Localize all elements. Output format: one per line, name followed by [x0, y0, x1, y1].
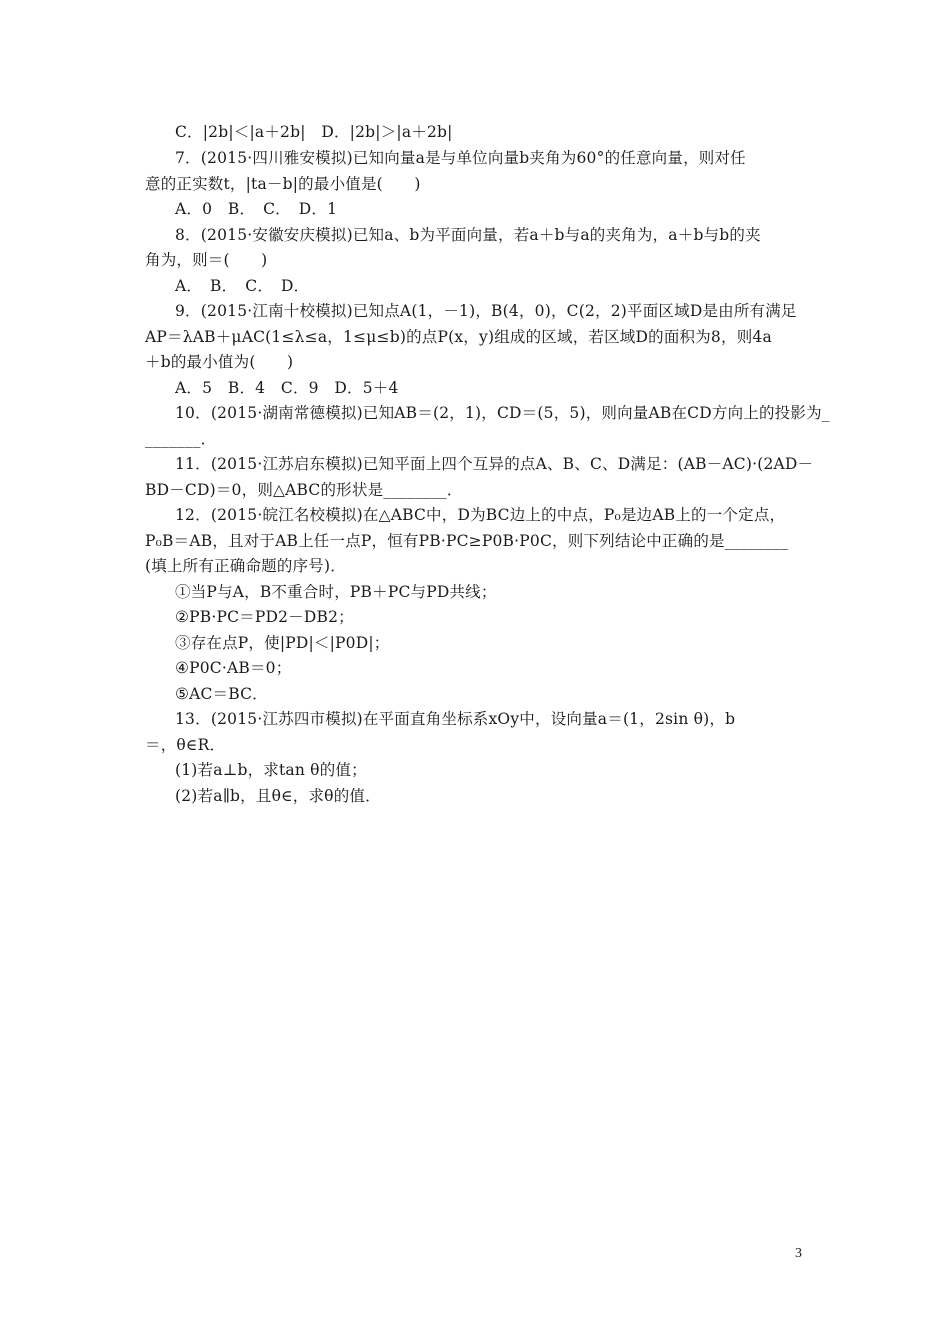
- q13-part-1: (1)若a⊥b，求tan θ的值；: [175, 761, 367, 779]
- q13-part-2: (2)若a∥b，且θ∈，求θ的值．: [175, 787, 381, 805]
- q11-stem-line-2: BD－CD)＝0，则△ABC的形状是________．: [145, 481, 463, 499]
- q13-stem-line-1: 13．(2015·江苏四市模拟)在平面直角坐标系xOy中，设向量a＝(1，2sin θ)，b: [175, 710, 736, 728]
- q7-stem-line-1: 7．(2015·四川雅安模拟)已知向量a是与单位向量b夹角为60°的任意向量，则对任: [175, 149, 746, 167]
- q10-stem-line-2: _______．: [145, 430, 217, 448]
- q12-stem-line-3: (填上所有正确命题的序号)．: [145, 557, 346, 575]
- q9-stem-line-1: 9．(2015·江南十校模拟)已知点A(1，－1)，B(4，0)，C(2，2)平面区域D是由所有满足: [175, 302, 797, 320]
- page-number: 3: [795, 1246, 802, 1261]
- q12-stem-line-1: 12．(2015·皖江名校模拟)在△ABC中，D为BC边上的中点，P₀是边AB上的一个定点，: [175, 506, 786, 524]
- q6-options-cd: C．|2b|＜|a＋2b| D．|2b|＞|a＋2b|: [175, 123, 453, 141]
- q7-stem-line-2: 意的正实数t，|ta－b|的最小值是( ): [145, 175, 421, 193]
- q12-stem-line-2: P₀B＝AB，且对于AB上任一点P，恒有PB·PC≥P0B·P0C，则下列结论中正确的是________: [145, 532, 789, 550]
- q8-stem-line-2: 角为，则＝( ): [145, 251, 268, 269]
- q9-stem-line-3: ＋b的最小值为( ): [145, 353, 294, 371]
- q13-stem-line-2: ＝，θ∈R．: [145, 736, 226, 754]
- q9-options: A．5 B．4 C．9 D．5＋4: [175, 379, 399, 397]
- q12-statement-4: ④P0C·AB＝0；: [175, 659, 292, 677]
- q11-stem-line-1: 11．(2015·江苏启东模拟)已知平面上四个互异的点A、B、C、D满足：(AB－AC)·(2AD－: [175, 455, 814, 473]
- q12-statement-5: ⑤AC＝BC．: [175, 685, 268, 703]
- q12-statement-1: ①当P与A，B不重合时，PB＋PC与PD共线；: [175, 583, 497, 601]
- q9-stem-line-2: AP＝λAB＋μAC(1≤λ≤a，1≤μ≤b)的点P(x，y)组成的区域，若区域D的面积为8，则4a: [145, 328, 772, 346]
- q12-statement-2: ②PB·PC＝PD2－DB2；: [175, 608, 354, 626]
- q10-stem-line-1: 10．(2015·湖南常德模拟)已知AB＝(2，1)，CD＝(5，5)，则向量AB在CD方向上的投影为_: [175, 404, 830, 422]
- q8-stem-line-1: 8．(2015·安徽安庆模拟)已知a、b为平面向量，若a＋b与a的夹角为，a＋b与b的夹: [175, 226, 761, 244]
- q8-options: A． B． C． D．: [175, 277, 310, 295]
- q7-options: A．0 B． C． D．1: [175, 200, 338, 218]
- q12-statement-3: ③存在点P，使|PD|＜|P0D|；: [175, 634, 390, 652]
